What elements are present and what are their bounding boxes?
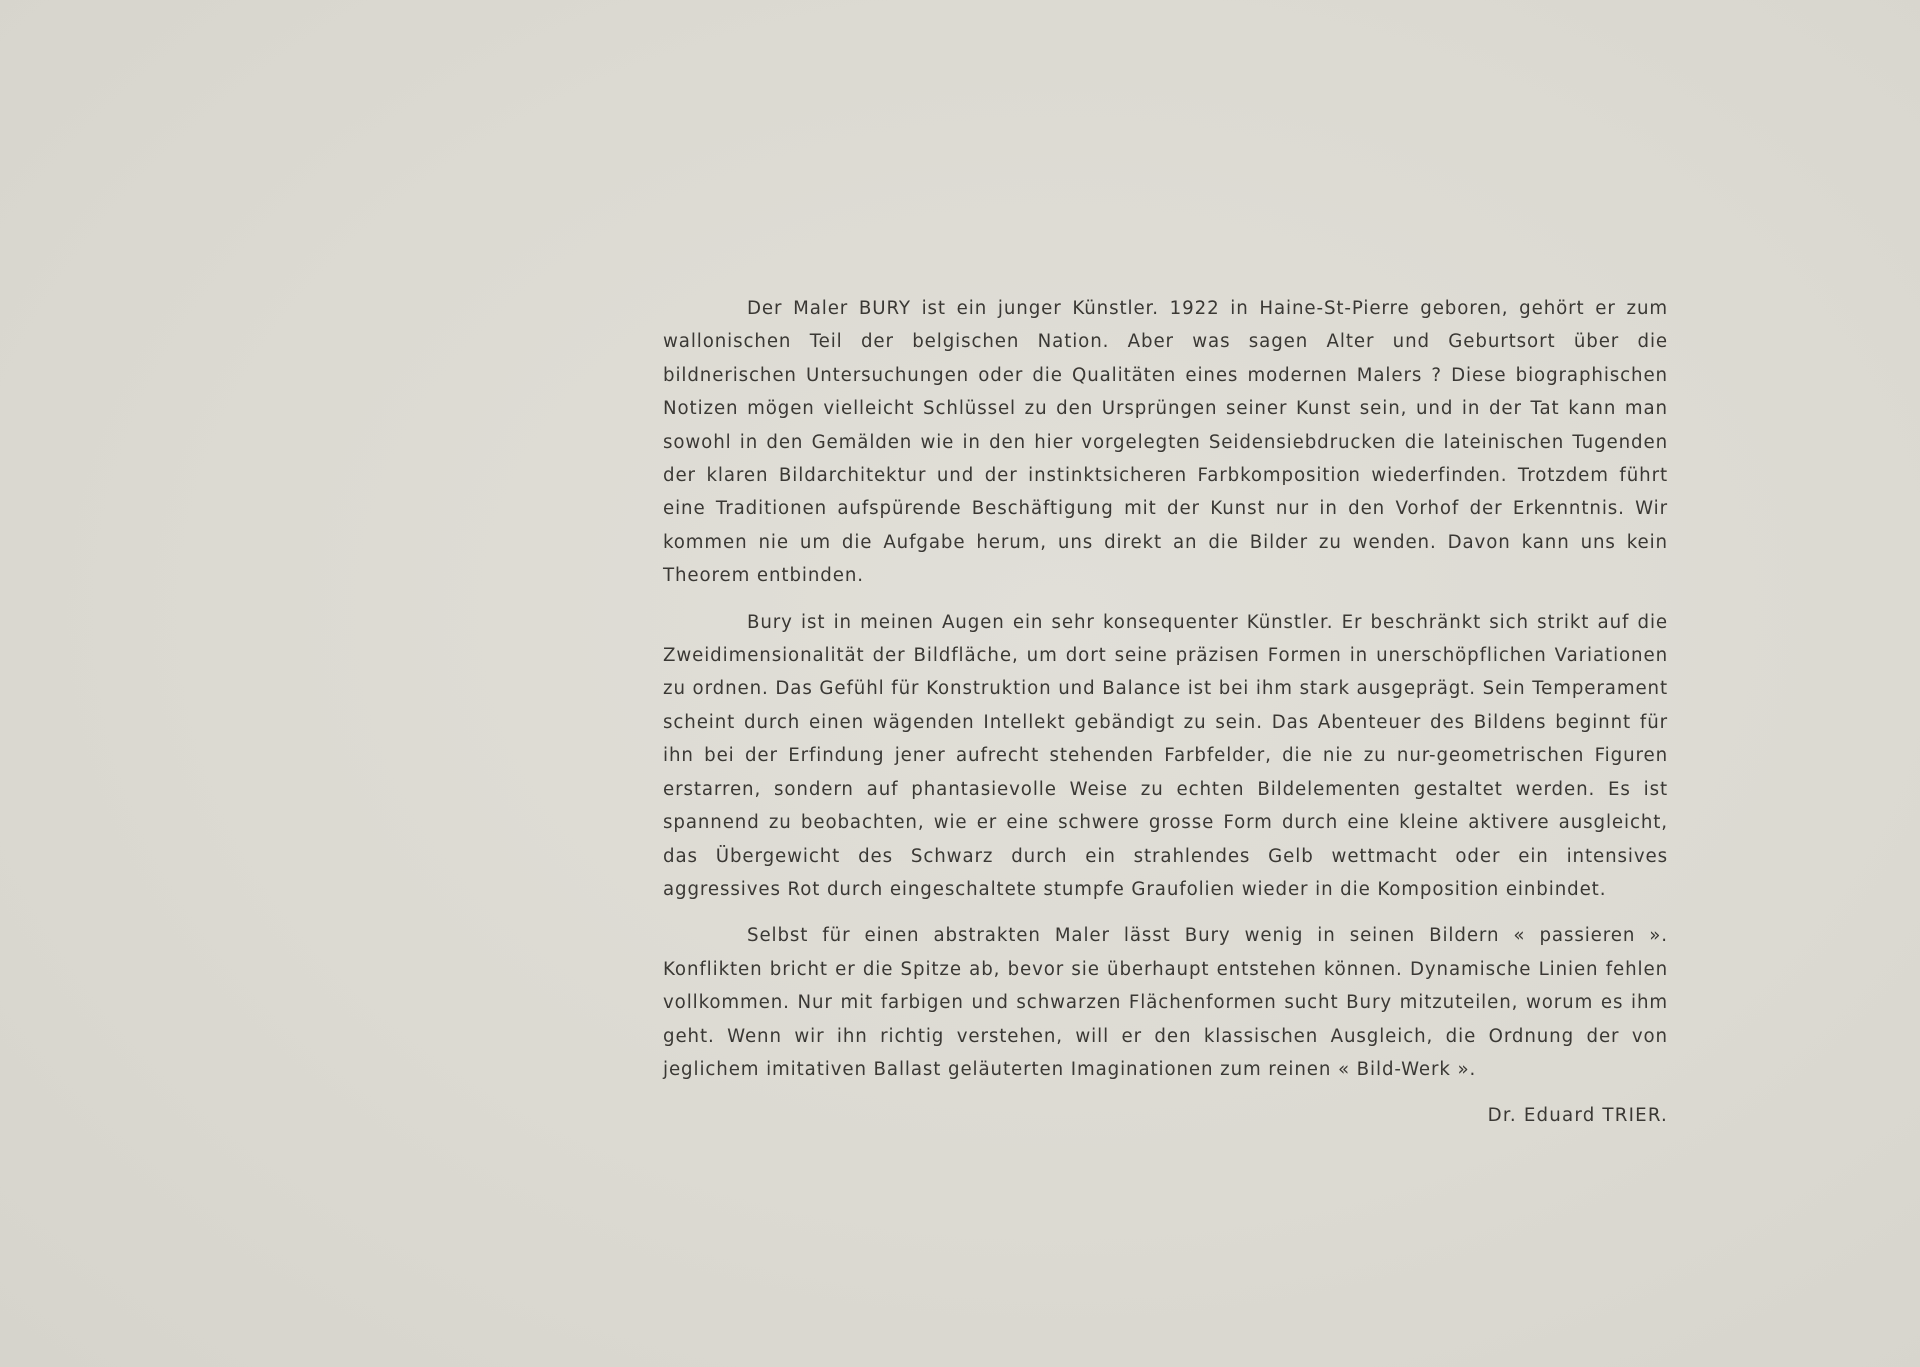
author-signature: Dr. Eduard TRIER. bbox=[1487, 1105, 1668, 1127]
essay-text-block bbox=[663, 292, 1668, 1132]
essay-paragraph-2: Bury ist in meinen Augen ein sehr konsequenter Künstler. Er beschränkt sich strikt auf die Zweidimensionalität der Bildfläche, um dort seine präzisen Formen in unerschöpflichen Variationen zu ordnen. Das Gefühl für Konstruktion und Balance ist bei ihm stark ausgeprägt. Sein Temperament scheint durch einen wägenden Intellekt gebändigt zu sein. Das Abenteuer des Bildens beginnt für ihn bei der Erfindung jener aufrecht stehenden Farbfelder, die nie zu nur-geometrischen Figuren erstarren, sondern auf phantasievolle Weise zu echten Bildelementen gestaltet werden. Es ist spannend zu beobachten, wie er eine schwere grosse Form durch eine kleine aktivere ausgleicht, das Übergewicht des Schwarz durch ein strahlendes Gelb wettmacht oder ein intensives aggressives Rot durch eingeschaltete stumpfe Graufolien wieder in die Komposition einbindet. bbox=[663, 611, 1668, 900]
essay-paragraph-3: Selbst für einen abstrakten Maler lässt Bury wenig in seinen Bildern « passieren ». Konflikten bricht er die Spitze ab, bevor sie überhaupt entstehen können. Dynamische Linien fehlen vollkommen. Nur mit farbigen und schwarzen Flächenformen sucht Bury mitzuteilen, worum es ihm geht. Wenn wir ihn richtig verstehen, will er den klassischen Ausgleich, die Ordnung der von jeglichem imitativen Ballast geläuterten Imaginationen zum reinen « Bild-Werk ». bbox=[663, 925, 1668, 1080]
essay-paragraph-1: Der Maler BURY ist ein junger Künstler. 1922 in Haine-St-Pierre geboren, gehört er zum wallonischen Teil der belgischen Nation. Aber was sagen Alter und Geburtsort über die bildnerischen Untersuchungen oder die Qualitäten eines modernen Malers ? Diese biographischen Notizen mögen vielleicht Schlüssel zu den Ursprüngen seiner Kunst sein, und in der Tat kann man sowohl in den Gemälden wie in den hier vorgelegten Seidensiebdrucken die lateinischen Tugenden der klaren Bildarchitektur und der instinktsicheren Farbkomposition wiederfinden. Trotzdem führt eine Traditionen aufspürende Beschäftigung mit der Kunst nur in den Vorhof der Erkenntnis. Wir kommen nie um die Aufgabe herum, uns direkt an die Bilder zu wenden. Davon kann uns kein Theorem entbinden. bbox=[663, 298, 1668, 587]
